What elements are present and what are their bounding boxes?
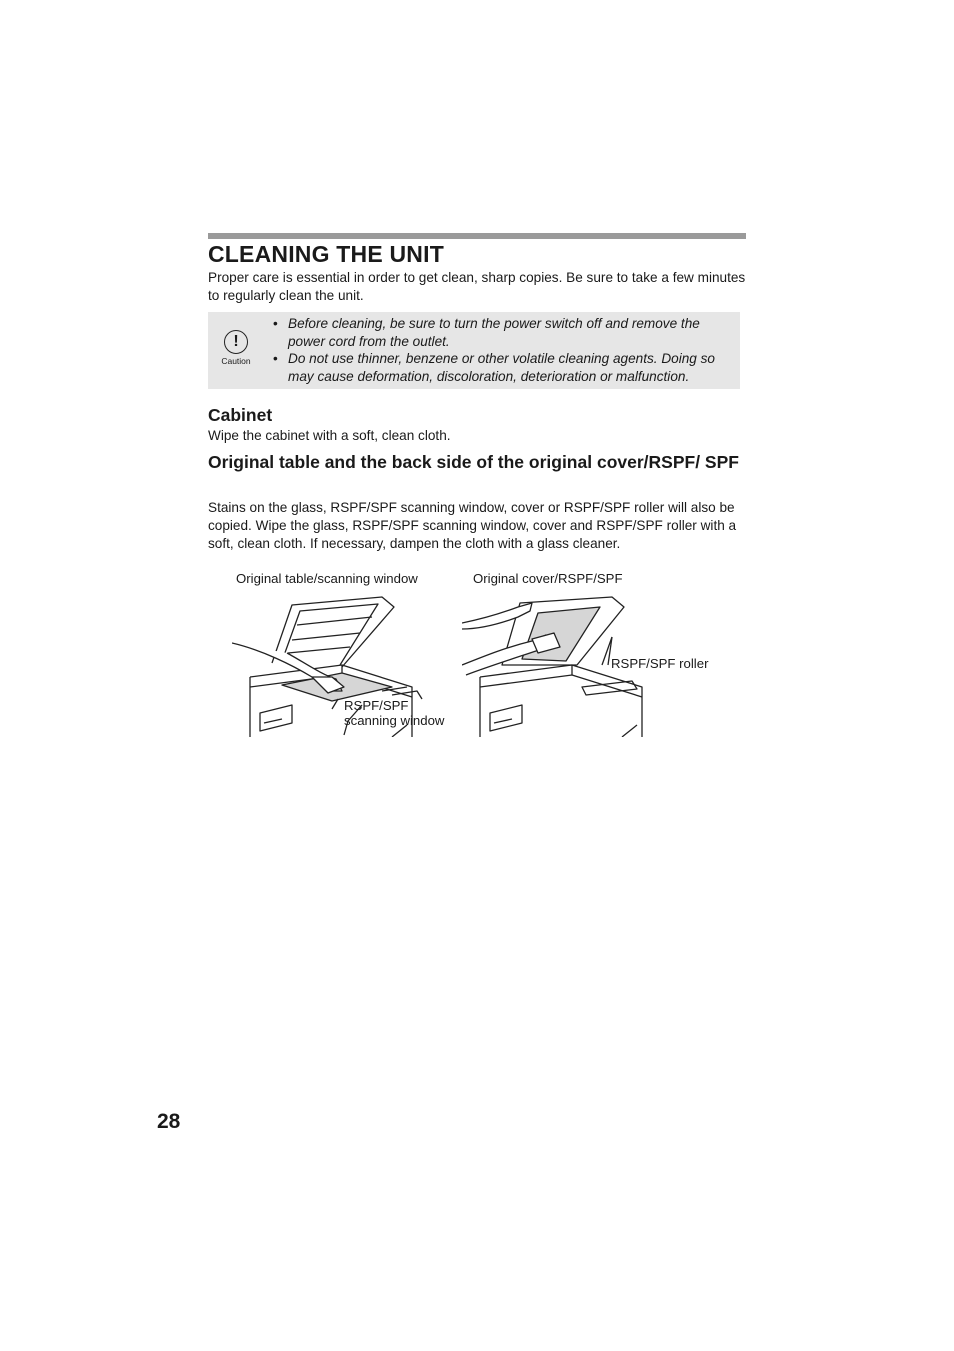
label-window-line2: scanning window xyxy=(344,713,445,728)
label-roller: RSPF/SPF roller xyxy=(611,656,709,671)
label-original-cover: Original cover/RSPF/SPF xyxy=(473,571,623,586)
copier-cover-illustration xyxy=(462,595,662,737)
caution-label: Caution xyxy=(221,356,251,366)
page-number: 28 xyxy=(157,1110,181,1133)
exclamation-icon: ! xyxy=(224,330,248,354)
copier-table-illustration xyxy=(232,595,460,737)
section-rule xyxy=(208,233,746,239)
page-title: CLEANING THE UNIT xyxy=(208,241,444,267)
cleaning-figure xyxy=(230,565,730,737)
original-table-text: Stains on the glass, RSPF/SPF scanning window, cover or RSPF/SPF roller will also be copied. Wipe the glass, RSPF/SPF scanning window, cover and RSPF/SPF roller with a soft, clean cloth. If necessary, dampen the cloth with a glass cleaner. xyxy=(208,500,737,551)
cabinet-heading: Cabinet xyxy=(208,405,273,425)
intro-paragraph: Proper care is essential in order to get clean, sharp copies. Be sure to take a few minutes to regularly clean the unit. xyxy=(208,270,746,303)
caution-item: • Do not use thinner, benzene or other volatile cleaning agents. Doing so may cause deformation, discoloration, deterioration or malfunction. xyxy=(273,350,735,385)
caution-list xyxy=(273,315,735,385)
cabinet-text: Wipe the cabinet with a soft, clean cloth. xyxy=(208,428,451,443)
caution-box xyxy=(208,312,740,389)
label-window-line1: RSPF/SPF xyxy=(344,698,409,713)
original-table-heading: Original table and the back side of the original cover/RSPF/ SPF xyxy=(208,452,739,472)
caution-icon xyxy=(220,330,252,366)
label-original-table: Original table/scanning window xyxy=(236,571,418,586)
caution-item: • Before cleaning, be sure to turn the power switch off and remove the power cord from the outlet. xyxy=(273,315,735,350)
